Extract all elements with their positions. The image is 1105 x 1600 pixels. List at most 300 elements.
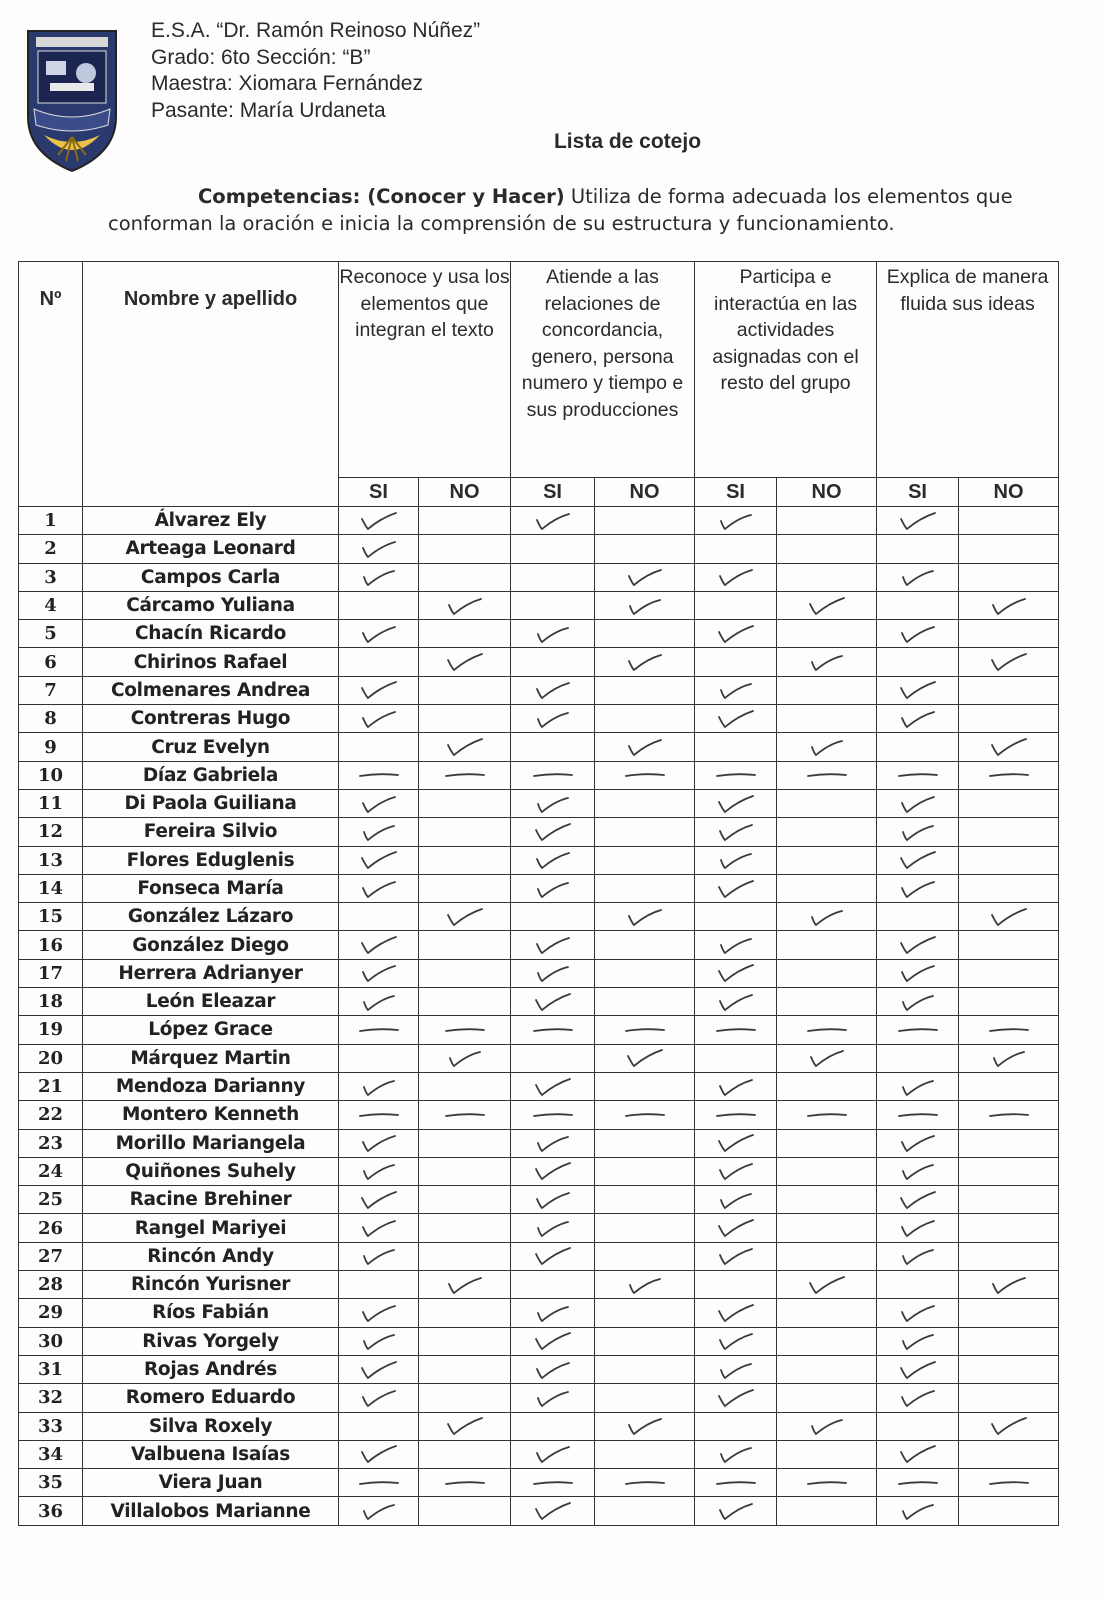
checkmark-icon — [357, 1302, 401, 1324]
si-cell — [511, 1327, 595, 1355]
no-cell — [959, 1355, 1059, 1383]
checkmark-icon — [805, 906, 849, 928]
si-cell — [695, 648, 777, 676]
checkmark-icon — [896, 1217, 940, 1239]
no-cell — [777, 620, 877, 648]
si-cell — [511, 1497, 595, 1525]
row-number: 30 — [19, 1327, 83, 1355]
no-cell — [777, 1016, 877, 1044]
checkmark-icon — [531, 1189, 575, 1211]
checkmark-icon — [531, 1076, 575, 1098]
row-number: 24 — [19, 1157, 83, 1185]
dash-mark-icon — [713, 770, 759, 780]
si-cell — [695, 1355, 777, 1383]
student-name: Fereira Silvio — [83, 818, 339, 846]
si-cell — [877, 1384, 959, 1412]
si-cell — [695, 1214, 777, 1242]
si-cell — [339, 535, 419, 563]
dash-mark-icon — [986, 770, 1032, 780]
no-cell — [595, 846, 695, 874]
si-cell — [511, 1469, 595, 1497]
checkmark-icon — [623, 1415, 667, 1437]
no-cell — [777, 563, 877, 591]
checkmark-icon — [896, 1076, 940, 1098]
no-cell — [777, 1186, 877, 1214]
no-cell — [595, 1299, 695, 1327]
checkmark-icon — [357, 1160, 401, 1182]
row-number: 15 — [19, 903, 83, 931]
checkmark-icon — [896, 1132, 940, 1154]
si-cell — [877, 1412, 959, 1440]
si-cell — [339, 1129, 419, 1157]
student-name: Romero Eduardo — [83, 1384, 339, 1412]
si-cell — [695, 761, 777, 789]
no-header: NO — [595, 478, 695, 507]
table-row — [19, 988, 1059, 1016]
table-row — [19, 959, 1059, 987]
checkmark-icon — [714, 1160, 758, 1182]
checkmark-icon — [987, 1274, 1031, 1296]
no-cell — [419, 988, 511, 1016]
no-cell — [959, 1242, 1059, 1270]
si-cell — [877, 818, 959, 846]
dash-mark-icon — [804, 770, 850, 780]
checkmark-icon — [714, 991, 758, 1013]
no-cell — [595, 1072, 695, 1100]
no-cell — [777, 648, 877, 676]
table-row — [19, 591, 1059, 619]
dash-mark-icon — [804, 1478, 850, 1488]
si-cell — [877, 733, 959, 761]
si-header: SI — [339, 478, 419, 507]
si-cell — [877, 959, 959, 987]
si-cell — [339, 1469, 419, 1497]
student-name: Rivas Yorgely — [83, 1327, 339, 1355]
no-cell — [419, 1016, 511, 1044]
checkmark-icon — [443, 1274, 487, 1296]
table-row — [19, 1157, 1059, 1185]
checkmark-icon — [714, 1330, 758, 1352]
no-cell — [419, 1129, 511, 1157]
si-cell — [877, 1242, 959, 1270]
checkmark-icon — [357, 1359, 401, 1381]
checkmark-icon — [987, 1047, 1031, 1069]
no-cell — [959, 818, 1059, 846]
no-cell — [959, 591, 1059, 619]
si-cell — [511, 591, 595, 619]
checkmark-icon — [357, 1330, 401, 1352]
checkmark-icon — [714, 878, 758, 900]
si-cell — [511, 507, 595, 535]
checkmark-icon — [357, 934, 401, 956]
si-cell — [511, 563, 595, 591]
student-name: Quiñones Suhely — [83, 1157, 339, 1185]
dash-mark-icon — [895, 770, 941, 780]
no-cell — [777, 789, 877, 817]
checkmark-icon — [714, 1217, 758, 1239]
student-name: Cruz Evelyn — [83, 733, 339, 761]
si-cell — [695, 903, 777, 931]
checkmark-icon — [531, 679, 575, 701]
checkmark-icon — [896, 1302, 940, 1324]
no-cell — [595, 1469, 695, 1497]
no-cell — [777, 988, 877, 1016]
checkmark-icon — [531, 793, 575, 815]
no-cell — [419, 1327, 511, 1355]
si-cell — [877, 1129, 959, 1157]
dash-mark-icon — [804, 1025, 850, 1035]
si-cell — [695, 705, 777, 733]
row-number: 16 — [19, 931, 83, 959]
no-cell — [959, 988, 1059, 1016]
si-cell — [695, 507, 777, 535]
si-cell — [695, 818, 777, 846]
si-cell — [511, 874, 595, 902]
checkmark-icon — [896, 510, 940, 532]
si-cell — [877, 1016, 959, 1044]
checkmark-icon — [443, 1415, 487, 1437]
no-cell — [419, 733, 511, 761]
row-number: 6 — [19, 648, 83, 676]
no-cell — [419, 789, 511, 817]
si-cell — [511, 903, 595, 931]
si-cell — [511, 620, 595, 648]
si-cell — [339, 507, 419, 535]
row-number: 33 — [19, 1412, 83, 1440]
checkmark-icon — [531, 1132, 575, 1154]
checkmark-icon — [357, 1076, 401, 1098]
si-cell — [511, 1186, 595, 1214]
checkmark-icon — [896, 962, 940, 984]
si-cell — [511, 789, 595, 817]
si-cell — [877, 1327, 959, 1355]
si-cell — [877, 676, 959, 704]
no-cell — [419, 1101, 511, 1129]
no-cell — [595, 705, 695, 733]
si-cell — [877, 507, 959, 535]
si-cell — [877, 903, 959, 931]
checkmark-icon — [714, 510, 758, 532]
checkmark-icon — [805, 651, 849, 673]
checkmark-icon — [531, 1160, 575, 1182]
dash-mark-icon — [986, 1025, 1032, 1035]
si-cell — [339, 1355, 419, 1383]
checkmark-icon — [714, 679, 758, 701]
row-number: 31 — [19, 1355, 83, 1383]
table-row — [19, 1440, 1059, 1468]
si-cell — [511, 1129, 595, 1157]
no-cell — [959, 874, 1059, 902]
no-cell — [419, 818, 511, 846]
student-name: Valbuena Isaías — [83, 1440, 339, 1468]
no-cell — [959, 959, 1059, 987]
no-cell — [595, 1044, 695, 1072]
si-cell — [877, 1157, 959, 1185]
checkmark-icon — [531, 991, 575, 1013]
si-cell — [339, 903, 419, 931]
checkmark-icon — [805, 1047, 849, 1069]
si-cell — [877, 591, 959, 619]
no-cell — [595, 1242, 695, 1270]
no-cell — [419, 1469, 511, 1497]
checkmark-icon — [987, 1415, 1031, 1437]
no-cell — [777, 818, 877, 846]
no-cell — [595, 648, 695, 676]
table-row — [19, 1271, 1059, 1299]
student-name: Herrera Adrianyer — [83, 959, 339, 987]
table-row — [19, 507, 1059, 535]
no-cell — [595, 1440, 695, 1468]
row-number: 13 — [19, 846, 83, 874]
table-row — [19, 789, 1059, 817]
row-number: 26 — [19, 1214, 83, 1242]
checkmark-icon — [357, 1132, 401, 1154]
si-cell — [339, 1327, 419, 1355]
no-cell — [419, 846, 511, 874]
competencias-text: Utiliza de forma adecuada los elementos que conforman la oración e inicia la comprensión de su estructura y funcionamiento. — [108, 185, 1013, 235]
checkmark-icon — [896, 821, 940, 843]
student-name: Rincón Yurisner — [83, 1271, 339, 1299]
si-cell — [695, 1440, 777, 1468]
checkmark-icon — [357, 962, 401, 984]
checkmark-icon — [896, 934, 940, 956]
student-name: Cárcamo Yuliana — [83, 591, 339, 619]
checkmark-icon — [357, 623, 401, 645]
si-header: SI — [695, 478, 777, 507]
si-cell — [511, 846, 595, 874]
checkmark-icon — [357, 1245, 401, 1267]
table-row — [19, 648, 1059, 676]
no-cell — [959, 507, 1059, 535]
checkmark-icon — [896, 793, 940, 815]
checkmark-icon — [357, 679, 401, 701]
row-number: 8 — [19, 705, 83, 733]
no-cell — [777, 1129, 877, 1157]
si-cell — [511, 1384, 595, 1412]
student-name: Ríos Fabián — [83, 1299, 339, 1327]
dash-mark-icon — [530, 1478, 576, 1488]
table-row — [19, 1016, 1059, 1044]
si-cell — [877, 761, 959, 789]
checkmark-icon — [357, 1189, 401, 1211]
si-cell — [511, 818, 595, 846]
checkmark-icon — [357, 1217, 401, 1239]
checkmark-icon — [357, 1500, 401, 1522]
si-header: SI — [877, 478, 959, 507]
table-row — [19, 535, 1059, 563]
checkmark-icon — [896, 1359, 940, 1381]
checkmark-icon — [531, 1387, 575, 1409]
student-name: Rincón Andy — [83, 1242, 339, 1270]
checkmark-icon — [443, 1047, 487, 1069]
si-cell — [339, 1044, 419, 1072]
no-cell — [777, 507, 877, 535]
si-cell — [511, 1016, 595, 1044]
checkmark-icon — [623, 906, 667, 928]
si-cell — [511, 1157, 595, 1185]
dash-mark-icon — [442, 1110, 488, 1120]
no-cell — [595, 1214, 695, 1242]
no-cell — [777, 1157, 877, 1185]
no-header: NO — [419, 478, 511, 507]
checkmark-icon — [987, 736, 1031, 758]
no-cell — [959, 1469, 1059, 1497]
checkmark-icon — [896, 1330, 940, 1352]
checkmark-icon — [714, 1500, 758, 1522]
si-cell — [877, 1299, 959, 1327]
checkmark-icon — [623, 736, 667, 758]
row-number: 2 — [19, 535, 83, 563]
no-cell — [959, 1129, 1059, 1157]
checkmark-icon — [896, 1189, 940, 1211]
si-cell — [339, 1016, 419, 1044]
si-cell — [339, 1242, 419, 1270]
no-cell — [595, 733, 695, 761]
si-cell — [339, 1214, 419, 1242]
no-cell — [959, 648, 1059, 676]
si-cell — [695, 1072, 777, 1100]
no-cell — [595, 818, 695, 846]
checkmark-icon — [623, 651, 667, 673]
si-cell — [877, 874, 959, 902]
row-number: 27 — [19, 1242, 83, 1270]
no-cell — [959, 620, 1059, 648]
col-header-number: Nº — [19, 262, 83, 507]
no-cell — [777, 761, 877, 789]
dash-mark-icon — [530, 770, 576, 780]
no-cell — [777, 903, 877, 931]
row-number: 9 — [19, 733, 83, 761]
si-cell — [511, 1214, 595, 1242]
dash-mark-icon — [442, 1478, 488, 1488]
row-number: 21 — [19, 1072, 83, 1100]
student-name: González Lázaro — [83, 903, 339, 931]
no-cell — [959, 1440, 1059, 1468]
no-cell — [595, 1101, 695, 1129]
row-number: 23 — [19, 1129, 83, 1157]
no-cell — [419, 563, 511, 591]
si-cell — [877, 1214, 959, 1242]
si-cell — [339, 818, 419, 846]
no-cell — [777, 1242, 877, 1270]
no-cell — [959, 1101, 1059, 1129]
no-cell — [777, 1044, 877, 1072]
no-cell — [777, 959, 877, 987]
si-cell — [695, 1016, 777, 1044]
checkmark-icon — [531, 1500, 575, 1522]
checkmark-icon — [714, 1359, 758, 1381]
no-cell — [419, 705, 511, 733]
checkmark-icon — [443, 651, 487, 673]
student-name: Viera Juan — [83, 1469, 339, 1497]
si-cell — [695, 676, 777, 704]
checkmark-icon — [357, 566, 401, 588]
row-number: 22 — [19, 1101, 83, 1129]
si-cell — [695, 1101, 777, 1129]
si-cell — [695, 1186, 777, 1214]
intern: Pasante: María Urdaneta — [151, 98, 386, 122]
no-cell — [419, 535, 511, 563]
table-row — [19, 620, 1059, 648]
checkmark-icon — [896, 708, 940, 730]
si-cell — [511, 1072, 595, 1100]
row-number: 1 — [19, 507, 83, 535]
checkmark-icon — [357, 793, 401, 815]
si-cell — [339, 761, 419, 789]
row-number: 36 — [19, 1497, 83, 1525]
si-cell — [877, 535, 959, 563]
row-number: 5 — [19, 620, 83, 648]
checkmark-icon — [531, 1359, 575, 1381]
dash-mark-icon — [356, 1478, 402, 1488]
no-cell — [777, 931, 877, 959]
checkmark-icon — [531, 962, 575, 984]
student-name: Díaz Gabriela — [83, 761, 339, 789]
no-cell — [959, 789, 1059, 817]
teacher: Maestra: Xiomara Fernández — [151, 72, 423, 95]
student-name: Colmenares Andrea — [83, 676, 339, 704]
checkmark-icon — [443, 906, 487, 928]
checkmark-icon — [896, 1500, 940, 1522]
student-name: León Eleazar — [83, 988, 339, 1016]
si-cell — [339, 1412, 419, 1440]
si-cell — [695, 1129, 777, 1157]
checkmark-icon — [714, 623, 758, 645]
dash-mark-icon — [622, 770, 668, 780]
checkmark-icon — [623, 595, 667, 617]
dash-mark-icon — [622, 1110, 668, 1120]
no-cell — [959, 1044, 1059, 1072]
checkmark-icon — [357, 708, 401, 730]
student-name: Fonseca María — [83, 874, 339, 902]
student-name: Di Paola Guiliana — [83, 789, 339, 817]
checkmark-icon — [531, 878, 575, 900]
checkmark-icon — [714, 1443, 758, 1465]
no-cell — [595, 676, 695, 704]
competencias-paragraph — [108, 183, 1058, 237]
si-cell — [695, 1044, 777, 1072]
table-row — [19, 1384, 1059, 1412]
si-cell — [695, 874, 777, 902]
no-cell — [419, 1044, 511, 1072]
no-cell — [777, 1469, 877, 1497]
criterion-header: Explica de manera fluida sus ideas — [877, 262, 1059, 478]
table-row — [19, 874, 1059, 902]
grade-section: Grado: 6to Sección: “B” — [151, 45, 371, 69]
checkmark-icon — [805, 595, 849, 617]
si-cell — [695, 959, 777, 987]
no-cell — [419, 1497, 511, 1525]
table-row — [19, 1044, 1059, 1072]
table-row — [19, 818, 1059, 846]
checkmark-icon — [714, 1189, 758, 1211]
no-cell — [595, 1412, 695, 1440]
checkmark-icon — [714, 566, 758, 588]
no-cell — [959, 733, 1059, 761]
si-cell — [695, 591, 777, 619]
no-cell — [959, 1186, 1059, 1214]
si-cell — [877, 1072, 959, 1100]
no-cell — [595, 959, 695, 987]
table-row — [19, 1186, 1059, 1214]
row-number: 25 — [19, 1186, 83, 1214]
checkmark-icon — [896, 1387, 940, 1409]
si-cell — [339, 648, 419, 676]
table-row — [19, 761, 1059, 789]
si-cell — [511, 931, 595, 959]
no-cell — [595, 1327, 695, 1355]
checkmark-icon — [896, 623, 940, 645]
